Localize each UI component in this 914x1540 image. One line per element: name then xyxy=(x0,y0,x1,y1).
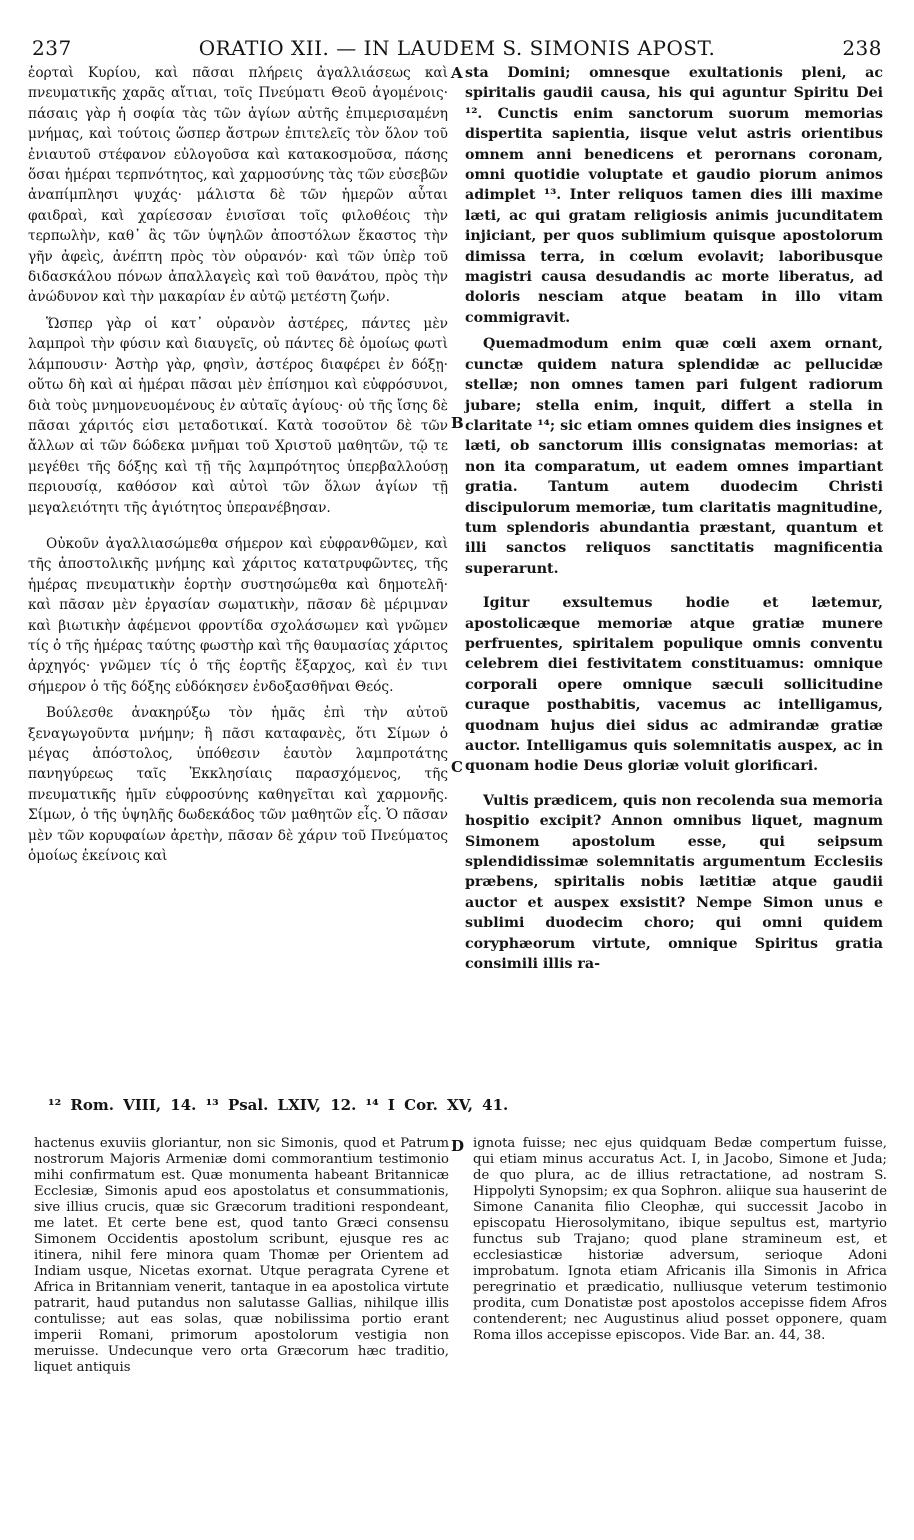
latin-column xyxy=(465,63,883,980)
section-marker-c: C xyxy=(451,758,463,776)
latin-paragraph-4: Vultis prædicem, quis non recolenda sua memoria hospitio excipit? Annon omnibus liquet, magnum Simonem apostolum esse, qui seipsum splendidissimæ solemnitatis argumentum Ecclesiis præbens, spiritalis nobis lætitiæ atque gaudii auctor et auspex exsistit? Nempe Simon unus e sublimi duodecim choro; qui omni quidem coryphæorum virtute, omnique Spiritus gratia consimili illis ra- xyxy=(465,792,883,973)
greek-paragraph-2: Ὥσπερ γὰρ οἱ κατ᾽ οὐρανὸν ἀστέρες, πάντες μὲν λαμπροὶ τὴν φύσιν καὶ διαυγεῖς, οὐ πάντες δὲ ὁμοίως φωτὶ λάμπουσιν· Ἀστὴρ γὰρ, φησὶν, ἀστέρος διαφέρει ἐν δόξῃ· οὕτω δὴ καὶ αἱ ἡμέραι πᾶσαι μὲν ἐπίσημοι καὶ εὐφρόσυνοι, διὰ τοὺς μνημονευομένους ἐν αὐταῖς ἁγίους· οὐ τῆς ἴσης δὲ πᾶσαι χάριτός εἰσι μεταδοτικαί. Κατὰ τοσοῦτον δὲ τῶν ἄλλων αἱ τῶν δώδεκα μνῆμαι τοῦ Χριστοῦ μαθητῶν, τῷ τε μεγέθει τῆς δόξης καὶ τῇ τῆς λαμπρότητος ὑπερβαλλούσῃ περιουσίᾳ, καθόσον καὶ αὐτοὶ τῶν ὅλων ἁγίων τῇ μεγαλειότητι τῆς ἁγιότητος ὑπερανέβησαν. xyxy=(28,315,448,516)
annotation-left: hactenus exuviis gloriantur, non sic Simonis, quod et Patrum nostrorum Majoris Armeniæ domi commorantium testimonio mihi confirmatum est. Quæ monumenta habeant Britannicæ Ecclesiæ, Simonis apud eos apostolatus et consummationis, sive illius crucis, quæ sic Græcorum traditioni respondeant, me latet. Et certe bene est, quod tanto Græci consensu Simonem Occidentis apostolum scribunt, ejusque res ac itinera, nihil fere minora quam Thomæ per Orientem ad Indiam usque, Nicetas exornat. Utque peragrata Cyrene et Africa in Britanniam venerit, tantaque in ea apostolica virtute patrarit, haud putandus non salutasse Gallias, nihilque illis contulisse; aut eas solas, quæ nobilissima portio erant imperii Romani, primorum apostolorum vestigia non meruisse. Undecunque vero orta Græcorum hæc traditio, liquet antiquis xyxy=(34,1136,449,1375)
section-marker-a: A xyxy=(451,64,463,82)
latin-paragraph-2: Quemadmodum enim quæ cœli axem ornant, cunctæ quidem natura splendidæ ac pellucidæ stellæ; non omnes tamen pari fulgent radiorum jubare; stella enim, inquit, differt a stella in claritate ¹⁴; sic etiam omnes quidem dies insignes et læti, ob sanctorum illis consignatas memorias: at non ita comparatum, ut eadem omnes impartiant gratia. Tantum autem duodecim Christi discipulorum memoriæ, tum claritatis magnitudine, tum splendoris abundantia præstant, quantum et illi sanctos reliquos sanctitatis magnificentia superarunt. xyxy=(465,336,883,577)
greek-paragraph-1: ἑορταὶ Κυρίου, καὶ πᾶσαι πλήρεις ἀγαλλιάσεως καὶ πνευματικῆς χαρᾶς αἴτιαι, τοῖς Πνεύματι Θεοῦ ἀγομένοις· πάσαις γὰρ ἡ σοφία τὰς τῶν ἁγίων αὐτῆς ἐπιμερισαμένη μνήμας, καὶ τούτοις ὥσπερ ἄστρων ἐπιτελεῖς τὸν ὅλον τοῦ ἐνιαυτοῦ στέφανον εὐλογοῦσα καὶ κατακοσμοῦσα, πάσης ὅσαι ἡμέραι τερπνότητος, καὶ χαρμοσύνης τὰς τῶν εὐσεβῶν ἀναπίμπλησι ψυχάς· μάλιστα δὲ τῶν ἡμερῶν αὗται φαιδραὶ, καὶ χαρίεσσαν ἐνισῖσαι τοῖς φιλοθέοις τὴν τερπωλὴν, καθ᾽ ἃς τῶν ὑψηλῶν ἀποστόλων ἕκαστος τὴν γῆν ἀφεὶς, ἀνέπτη πρὸς τὸν οὐρανόν· καὶ τῶν ὑπὲρ τοῦ διδασκάλου πόνων ἀπαλλαγεὶς καὶ τοῦ θανάτου, πρὸς τὴν ἀνώδυνον καὶ τὴν μακαρίαν ἐν αὐτῷ μετέστη ζωήν. xyxy=(28,65,448,306)
annotation-right: ignota fuisse; nec ejus quidquam Bedæ compertum fuisse, qui etiam minus accuratus Act. I, in Jacobo, Simone et Juda; de quo plura, ac de illius retractatione, ad nostram S. Hippolyti Synopsim; ex qua Sophron. aliique sua hauserint de Simone Cananita filio Cleophæ, qui successit Jacobo in episcopatu Hierosolymitano, ibique sepultus est, martyrio functus sub Trajano; quod plane stramineum est, et ecclesiasticæ historiæ adversum, serioque Adoni improbatum. Ignota etiam Africanis illa Simonis in Africa peregrinatio et prædicatio, nulliusque veterum testimonio prodita, cum Donatistæ post apostolos accepisse fidem Afros contenderent; nec Augustinus aliud posset opponere, quam Roma illos accepisse episcopos. Vide Bar. an. 44, 38. xyxy=(473,1136,887,1343)
section-marker-d: D xyxy=(451,1137,465,1155)
latin-paragraph-3: Igitur exsultemus hodie et lætemur, apostolicæque memoriæ atque gratiæ munere perfruentes, spiritalem populique omnis conventu celebrem diei festivitatem constituamus: omnique corporali opere omnique sæculi sollicitudine curaque posthabitis, vacemus ac intelligamus, quodnam hujus diei sidus ac admirandæ gratiæ auctor. Intelligamus quis solemnitatis auspex, ac in quonam hodie Deus gloriæ voluit glorificari. xyxy=(465,595,883,775)
greek-column xyxy=(28,63,448,872)
latin-paragraph-1: sta Domini; omnesque exultationis pleni, ac spiritalis gaudii causa, his qui aguntur Spiritu Dei ¹². Cunctis enim sanctorum suorum memorias dispertita sapientia, iisque velut astris orientibus omnem anni benedicens et perornans coronam, omni quotidie voluptate et gaudio piorum animos adimplet ¹³. Inter reliquos tamen dies illi maxime læti, ac qui gratam religiosis animis jucunditatem injiciant, per quos sublimium quisque apostolorum dimissa terra, in cœlum evolavit; laboribusque magistri causa desudandis ac morte liberatus, ad doloris nesciam atque beatam in illo vitam commigravit. xyxy=(465,65,883,326)
greek-paragraph-3: Οὐκοῦν ἀγαλλιασώμεθα σήμερον καὶ εὐφρανθῶμεν, καὶ τῆς ἀποστολικῆς μνήμης καὶ χάριτος κατατρυφῶντες, τῆς ἡμέρας πνευματικὴν ἑορτὴν συστησώμεθα καὶ δημοτελῆ· καὶ πᾶσαν μὲν ἐργασίαν σωματικὴν, πᾶσαν δὲ μέριμναν καὶ βιωτικὴν ἀφέμενοι φροντίδα σχολάσωμεν καὶ γνῶμεν τίς ὁ τῆς ἡμέρας ταύτης φωστὴρ καὶ τῆς θαυμασίας χάριτος ἀρχηγός· γνῶμεν τίς ὁ τῆς ἑορτῆς ἔξαρχος, καὶ ἐν τινι σήμερον ὁ τῆς δόξης εὐδόκησεν ἐνδοξασθῆναι Θεός. xyxy=(28,535,448,695)
page-number-left: 237 xyxy=(32,36,72,60)
running-title: ORATIO XII. — IN LAUDEM S. SIMONIS APOST. xyxy=(198,36,716,60)
greek-paragraph-4: Βούλεσθε ἀνακηρύξω τὸν ἡμᾶς ἐπὶ τὴν αὐτοῦ ξεναγωγοῦντα μνήμην; ἢ πᾶσι καταφανὲς, ὅτι Σίμων ὁ μέγας ἀπόστολος, ὑπόθεσιν ἑαυτὸν λαμπροτάτης πανηγύρεως ταῖς Ἐκκλησίαις παρασχόμενος, τῆς πνευματικῆς ἡμῖν εὐφροσύνης καθηγεῖται καὶ χαρμονῆς. Σίμων, ὁ τῆς ὑψηλῆς δωδεκάδος τῶν μαθητῶν εἷς. Ὁ πᾶσαν μὲν τῶν κορυφαίων ἀρετὴν, πᾶσαν δὲ χάριν τοῦ Πνεύματος ὁμοίως ἐκείνοις καὶ xyxy=(28,705,448,865)
page-number-right: 238 xyxy=(842,36,882,60)
running-header xyxy=(22,28,892,58)
section-marker-b: B xyxy=(451,414,464,432)
footnotes: ¹² Rom. VIII, 14. ¹³ Psal. LXIV, 12. ¹⁴ I Cor. XV, 41. xyxy=(48,1096,509,1114)
